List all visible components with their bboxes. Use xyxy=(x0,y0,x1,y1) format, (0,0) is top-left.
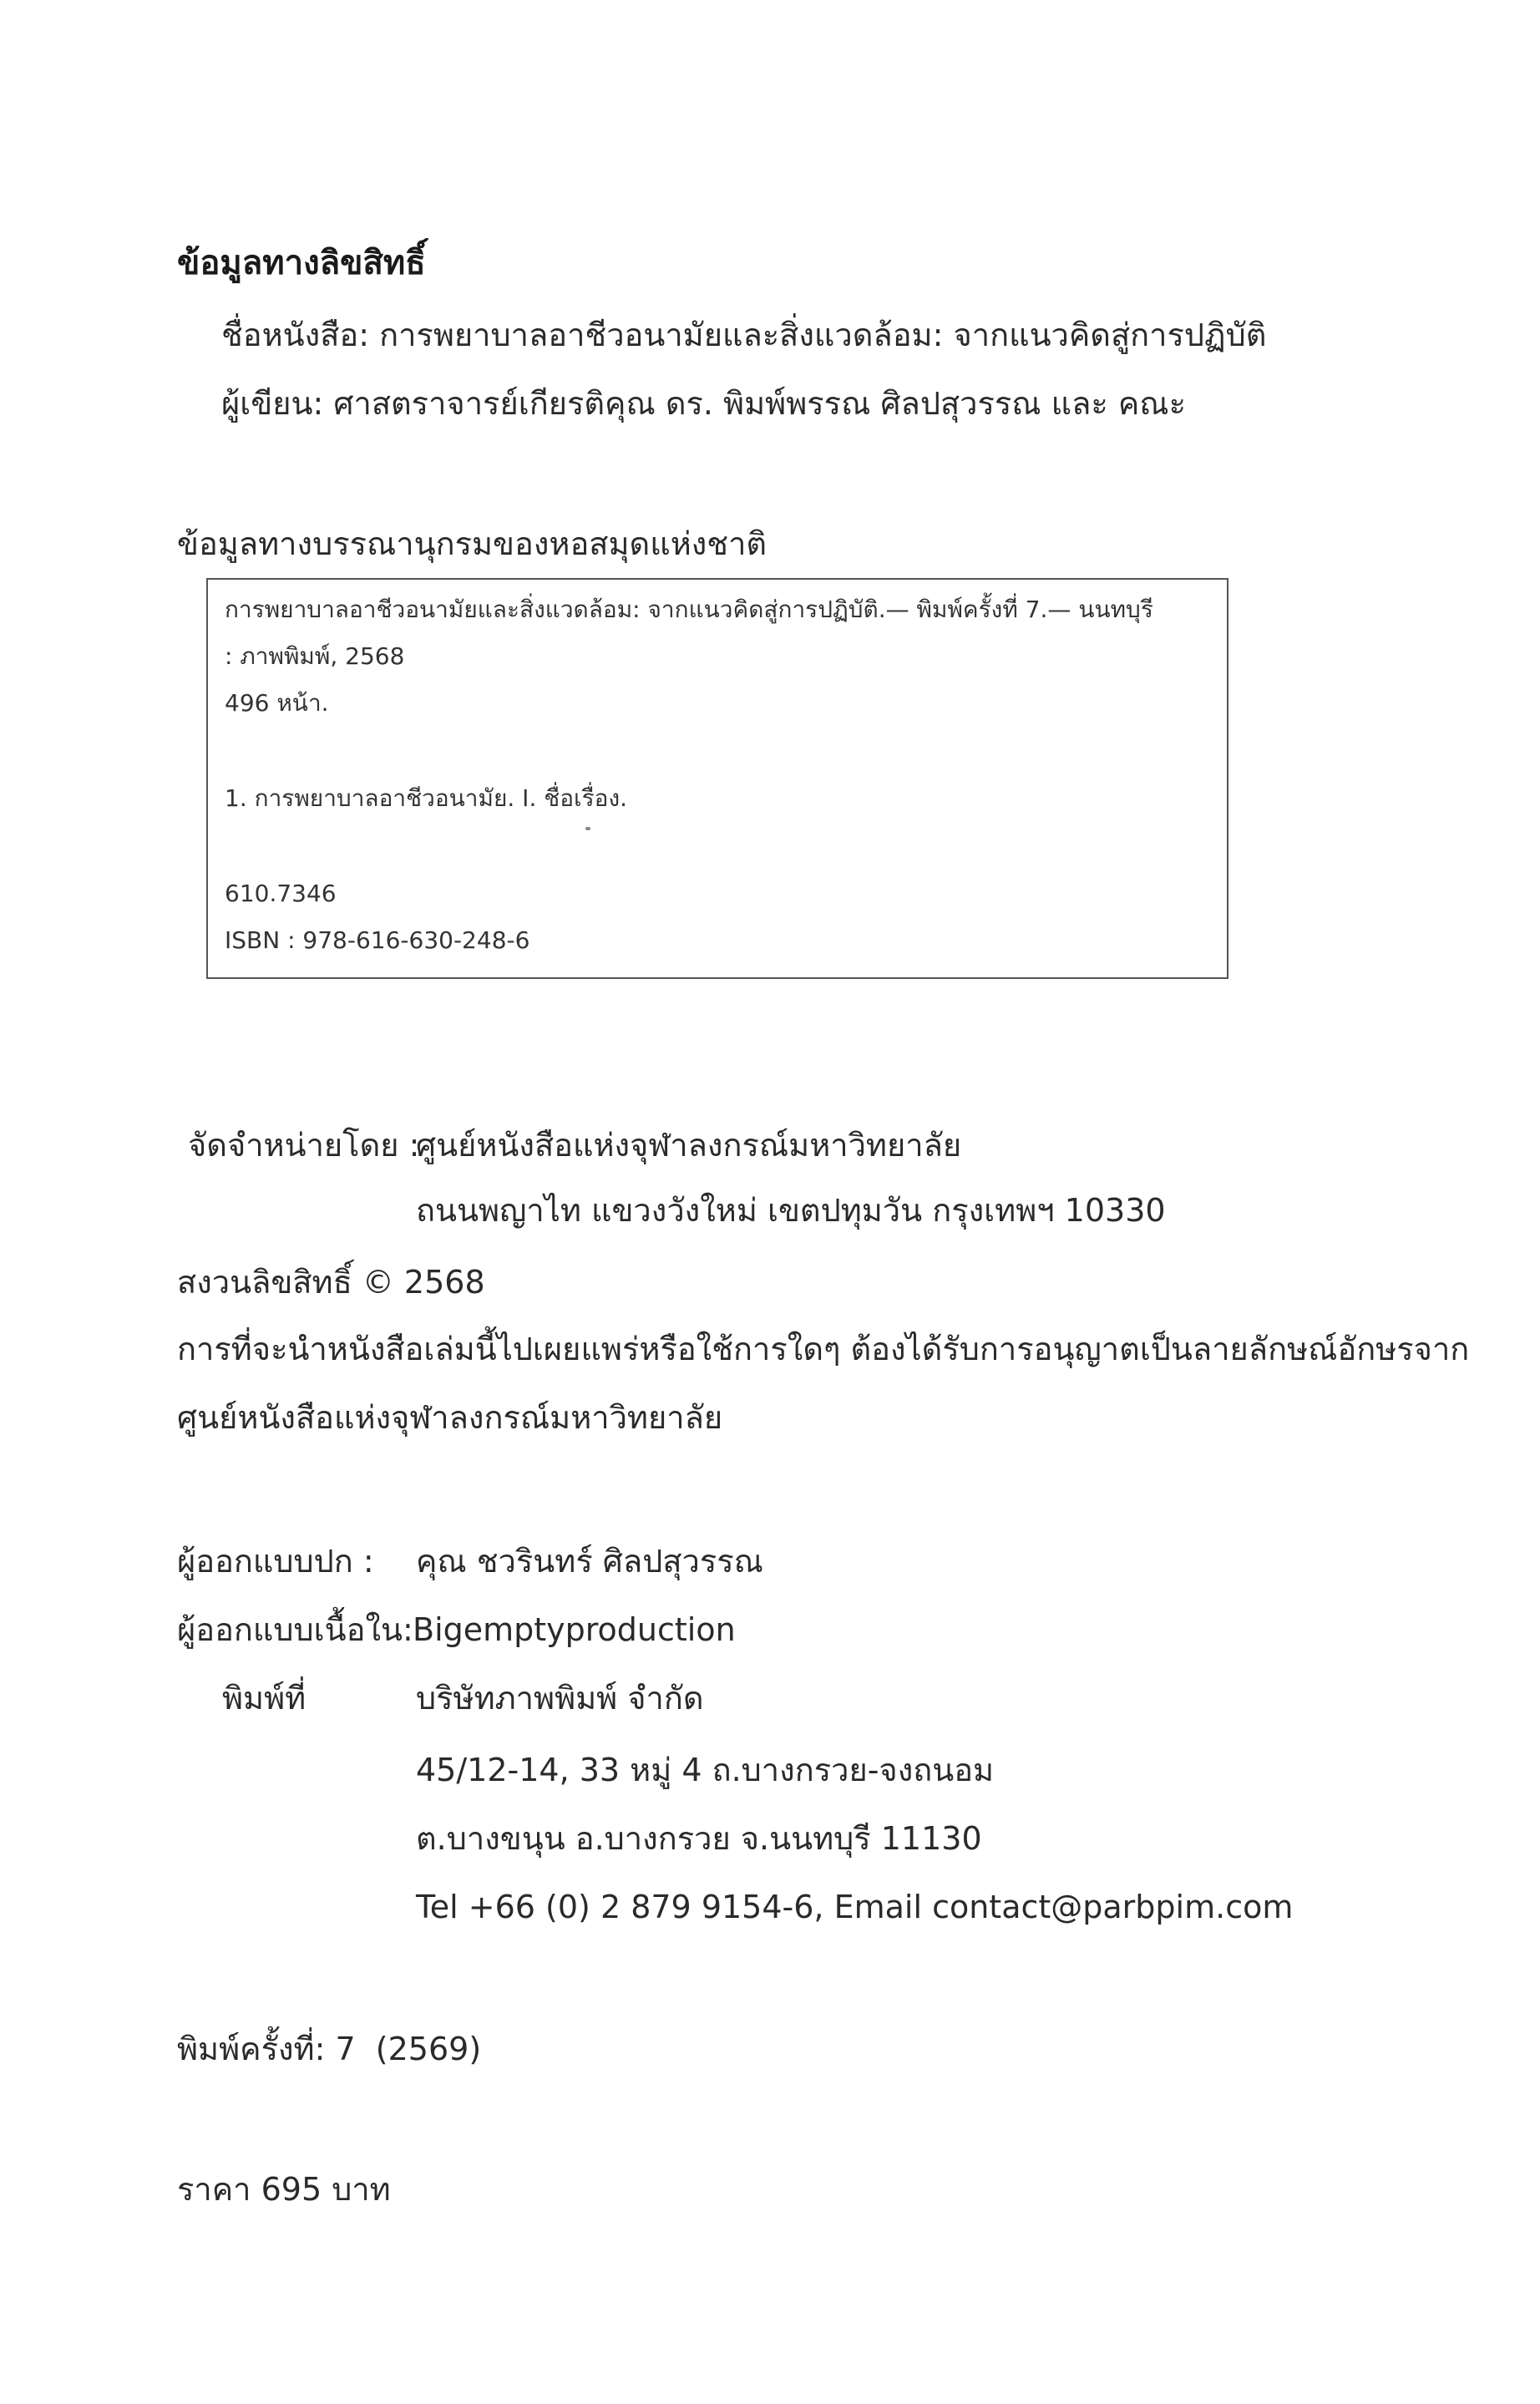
cip-heading: ข้อมูลทางบรรณานุกรมของหอสมุดแห่งชาติ xyxy=(177,525,767,562)
interior-designer-value: Bigemptyproduction xyxy=(413,1611,736,1648)
distribution-label: จัดจำหน่ายโดย : xyxy=(188,1127,420,1164)
cip-classification: 610.7346 xyxy=(225,880,337,907)
cip-isbn: ISBN : 978-616-630-248-6 xyxy=(225,926,530,954)
author-line: ผู้เขียน: ศาสตราจารย์เกียรติคุณ ดร. พิมพ์พรรณ ศิลปสุวรรณ และ คณะ xyxy=(221,385,1186,422)
cip-subject: 1. การพยาบาลอาชีวอนามัย. I. ชื่อเรื่อง. xyxy=(225,784,628,812)
distribution-name: ศูนย์หนังสือแห่งจุฬาลงกรณ์มหาวิทยาลัย xyxy=(416,1127,962,1164)
cip-line-1: การพยาบาลอาชีวอนามัยและสิ่งแวดล้อม: จากแนวคิดสู่การปฏิบัติ.— พิมพ์ครั้งที่ 7.— นนทบุรี xyxy=(225,596,1153,623)
cip-record-box xyxy=(206,578,1228,979)
printer-contact: Tel +66 (0) 2 879 9154-6, Email contact@parbpim.com xyxy=(416,1889,1294,1925)
distribution-address: ถนนพญาไท แขวงวังใหม่ เขตปทุมวัน กรุงเทพฯ 10330 xyxy=(416,1192,1166,1229)
scan-speck xyxy=(585,827,590,830)
cip-line-3: 496 หน้า. xyxy=(225,689,329,717)
printer-name: บริษัทภาพพิมพ์ จำกัด xyxy=(416,1680,704,1717)
rights-notice-line-1: การที่จะนำหนังสือเล่มนี้ไปเผยแพร่หรือใช้การใดๆ ต้องได้รับการอนุญาตเป็นลายลักษณ์อักษรจาก xyxy=(177,1331,1470,1367)
printer-label: พิมพ์ที่ xyxy=(222,1680,306,1717)
book-title-line: ชื่อหนังสือ: การพยาบาลอาชีวอนามัยและสิ่งแวดล้อม: จากแนวคิดสู่การปฏิบัติ xyxy=(221,317,1267,353)
copyright-notice: สงวนลิขสิทธิ์ © 2568 xyxy=(177,1264,485,1301)
cover-designer-value: คุณ ชวรินทร์ ศิลปสุวรรณ xyxy=(416,1543,763,1580)
edition-line: พิมพ์ครั้งที่: 7 (2569) xyxy=(177,2031,482,2067)
price-line: ราคา 695 บาท xyxy=(177,2171,391,2208)
copyright-heading: ข้อมูลทางลิขสิทธิ์ xyxy=(177,244,426,282)
cover-designer-label: ผู้ออกแบบปก : xyxy=(177,1543,374,1580)
interior-designer-label: ผู้ออกแบบเนื้อใน: xyxy=(177,1611,413,1648)
printer-address-1: 45/12-14, 33 หมู่ 4 ถ.บางกรวย-จงถนอม xyxy=(416,1752,995,1788)
printer-address-2: ต.บางขนุน อ.บางกรวย จ.นนทบุรี 11130 xyxy=(416,1820,982,1857)
cip-line-2: : ภาพพิมพ์, 2568 xyxy=(225,642,405,670)
rights-notice-line-2: ศูนย์หนังสือแห่งจุฬาลงกรณ์มหาวิทยาลัย xyxy=(177,1399,723,1436)
